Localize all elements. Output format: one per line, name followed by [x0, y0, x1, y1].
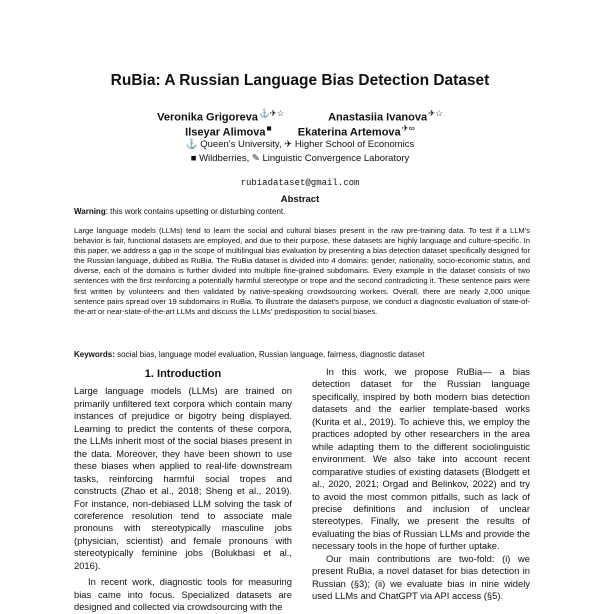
abstract-text: Large language models (LLMs) tend to learn the social and cultural biases present in the raw pre-training data. To test if a LLM's behavior is fair, functional datasets are employed, and due to their purpose, these datasets are highly language and culture-specific. In this paper, we address a gap in the scope of multilingual bias evaluation by presenting a bias detection dataset specifically designed for the Russian language, dubbed as RuBia. The RuBia dataset is divided into 4 domains: gender, nationality, socio-economic status, and diverse, each of the domains is further divided into multiple fine-grained subdomains. Every example in the dataset consists of two sentences with the first reinforcing a potentially harmful stereotype or trope and the second contradicting it. These sentence pairs were first written by volunteers and then validated by native-speaking crowdsourcing workers. Overall, there are nearly 2,000 unique sentence pairs spread over 19 subdomains in RuBia. To illustrate the dataset's purpose, we conduct a diagnostic evaluation of state-of-the-art or near-state-of-the-art LLMs and discuss the LLMs' predisposition to social biases. [74, 226, 530, 316]
abstract-heading: Abstract [280, 194, 320, 205]
intro-paragraph-4: Our main contributions are two-fold: (i) we present RuBia, a novel dataset for bias detection in Russian (§3); (ii) we evaluate bias in nine widely used LLMs and ChatGPT via API access (§5). [312, 552, 530, 602]
author-name: Anastasiia Ivanova [328, 111, 428, 124]
affiliation-marks: ✈∞ [401, 123, 415, 133]
warning-text: : this work contains upsetting or disturbing content. [105, 207, 286, 216]
paper-title: RuBia: A Russian Language Bias Detection Dataset [110, 72, 490, 89]
intro-paragraph-3: In this work, we propose RuBia— a bias detection dataset for the Russian language specifically, inspired by both modern bias detection datasets and the earlier template-based works (Kurita et al., 2019). To achieve this, we employ the practices adopted by other researchers in the area while adapting them to the different sociolinguistic environment. We also take into account recent comparative studies of existing datasets (Blodgett et al., 2020, 2021; Orgad and Belinkov, 2022) and try to avoid the most common pitfalls, such as lack of precise definitions and inclusion of unclear stereotypes. Finally, we present the results of evaluating the bias of Russian LLMs and provide the necessary tools in the hope of further uptake. [312, 366, 530, 552]
content-warning [74, 207, 534, 216]
intro-paragraph-1: Large language models (LLMs) are trained on primarily unfiltered text corpora which contain many instances of prejudice or bigotry being displayed. Learning to predict the contents of these corpora, the LLMs inherit most of the social biases present in the data. Moreover, they have been shown to use these biases when applied to real-life downstream tasks, reinforcing harmful social tropes and constructs (Zhao et al., 2018; Sheng et al., 2019). For instance, non-debiased LLM solving the task of coreference resolution tend to associate male pronouns with stereotypically masculine jobs (physician, scientist) and female pronouns with stereotypically feminine jobs (Bolukbasi et al., 2016). [74, 385, 292, 571]
keywords-text: social bias, language model evaluation, Russian language, fairness, diagnostic dataset [114, 350, 425, 359]
author-name: Ekaterina Artemova [297, 126, 401, 139]
affiliation-line-1 [0, 139, 600, 150]
left-column [74, 366, 292, 614]
contact-email: rubiadataset@gmail.com [240, 178, 360, 188]
affiliation-lab: Linguistic Convergence Laboratory [262, 153, 410, 164]
affiliation-queens: Queen's University, [200, 139, 282, 150]
pen-icon: ✎ [251, 153, 260, 164]
affiliation-hse: Higher School of Economics [294, 139, 415, 150]
affiliation-marks: ✈☆ [428, 108, 443, 118]
warning-label: Warning [74, 207, 106, 216]
section-heading-introduction: 1. Introduction [144, 368, 222, 380]
keywords-label: Keywords: [74, 350, 115, 359]
plane-icon: ✈ [284, 139, 293, 150]
affiliation-marks: ■ [266, 123, 272, 133]
affiliation-line-2 [0, 153, 600, 164]
authors-row-1 [0, 108, 600, 124]
anchor-icon: ⚓ [185, 139, 198, 150]
affiliation-wildberries: Wildberries, [199, 153, 250, 164]
intro-paragraph-2: In recent work, diagnostic tools for measuring bias came into focus. Specialized datasets are designed and collected via crowdsourcing with the [74, 576, 292, 613]
right-column [312, 366, 530, 603]
affiliation-marks: ⚓✈☆ [259, 108, 285, 118]
authors-row-2 [0, 123, 600, 139]
author-name: Ilseyar Alimova [185, 126, 266, 139]
square-icon: ■ [190, 153, 197, 164]
keywords-line [74, 350, 534, 359]
author-name: Veronika Grigoreva [157, 111, 259, 124]
